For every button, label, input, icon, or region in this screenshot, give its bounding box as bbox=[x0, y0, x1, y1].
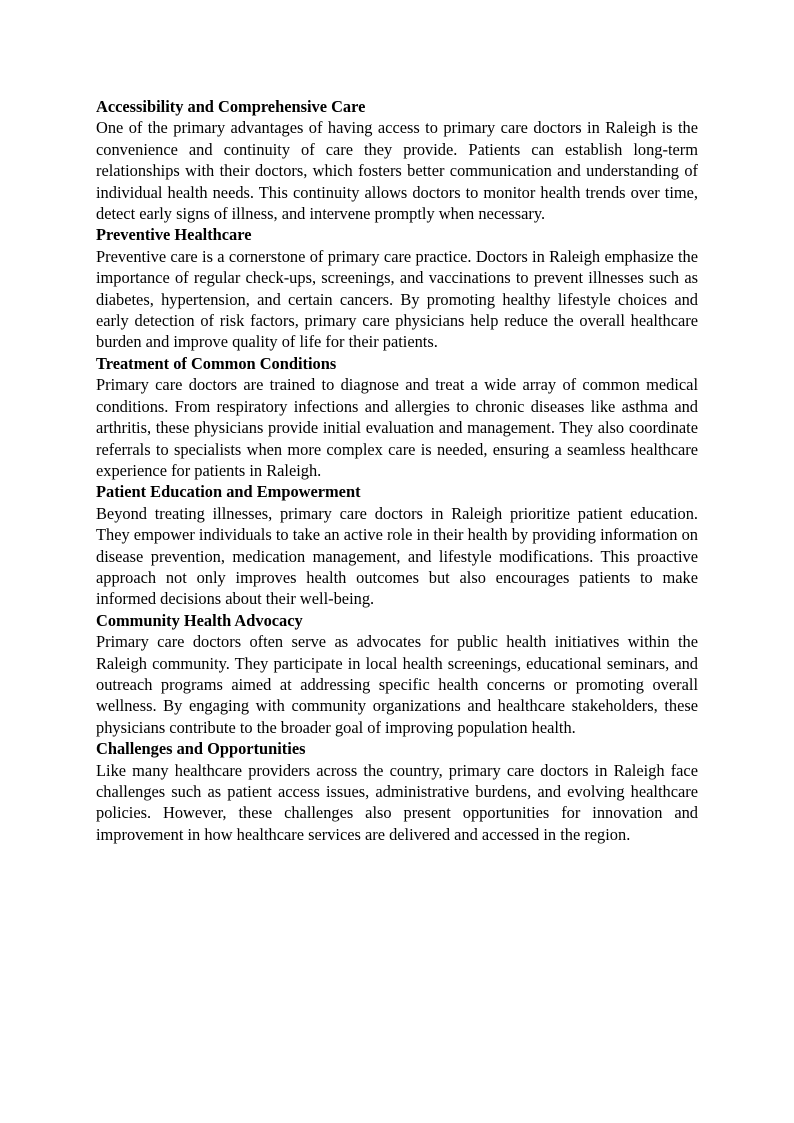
section-heading: Community Health Advocacy bbox=[96, 610, 303, 630]
section-challenges bbox=[96, 738, 698, 845]
section-heading: Challenges and Opportunities bbox=[96, 739, 306, 759]
section-body: Beyond treating illnesses, primary care doctors in Raleigh prioritize patient education. They empower individuals to take an active role in their health by providing information on disease prevention, medication management, and lifestyle modifications. This proactive approach not only improves health outcomes but also encourages patients to make informed decisions about their well-being. bbox=[96, 503, 698, 609]
section-accessibility bbox=[96, 96, 698, 224]
section-community-advocacy bbox=[96, 610, 698, 738]
section-body: Primary care doctors are trained to diagnose and treat a wide array of common medical conditions. From respiratory infections and allergies to chronic diseases like asthma and arthritis, these physicians provide initial evaluation and management. They also coordinate referrals to specialists when more complex care is needed, ensuring a seamless healthcare experience for patients in Raleigh. bbox=[96, 375, 698, 480]
section-heading: Treatment of Common Conditions bbox=[96, 353, 337, 373]
section-heading: Accessibility and Comprehensive Care bbox=[96, 97, 366, 116]
section-heading: Preventive Healthcare bbox=[96, 225, 252, 245]
section-treatment bbox=[96, 353, 698, 481]
document-page bbox=[96, 96, 698, 845]
section-body: Like many healthcare providers across the country, primary care doctors in Raleigh face challenges such as patient access issues, administrative burdens, and evolving healthcare policies. However, these challenges also present opportunities for innovation and improvement in how healthcare services are delivered and accessed in the region. bbox=[96, 760, 698, 844]
section-patient-education bbox=[96, 481, 698, 609]
section-body: Primary care doctors often serve as advocates for public health initiatives within the Raleigh community. They participate in local health screenings, educational seminars, and outreach programs aimed at addressing specific health concerns or promoting overall wellness. By engaging with community organizations and healthcare stakeholders, these physicians contribute to the broader goal of improving population health. bbox=[96, 632, 698, 737]
section-heading: Patient Education and Empowerment bbox=[96, 482, 361, 502]
section-body: One of the primary advantages of having access to primary care doctors in Raleigh is the convenience and continuity of care they provide. Patients can establish long-term relationships with their doctors, which fosters better communication and understanding of individual health needs. This continuity allows doctors to monitor health trends over time, detect early signs of illness, and intervene promptly when necessary. bbox=[96, 118, 698, 224]
section-preventive-healthcare bbox=[96, 224, 698, 352]
section-body: Preventive care is a cornerstone of primary care practice. Doctors in Raleigh emphasize the importance of regular check-ups, screenings, and vaccinations to prevent illnesses such as diabetes, hypertension, and certain cancers. By promoting healthy lifestyle choices and early detection of risk factors, primary care physicians help reduce the overall healthcare burden and improve quality of life for their patients. bbox=[96, 246, 698, 352]
